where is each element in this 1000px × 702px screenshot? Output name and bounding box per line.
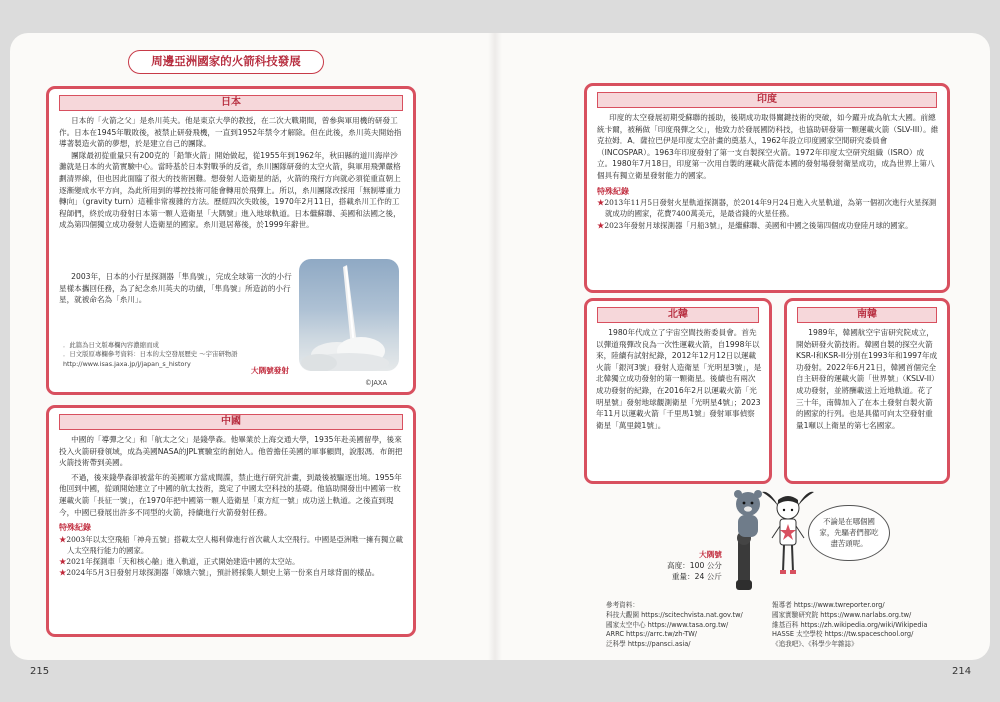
launch-smoke-image — [299, 259, 399, 371]
rocket-launch-photo — [299, 259, 399, 371]
japan-body-lower — [59, 271, 295, 306]
rocket-stats — [667, 550, 722, 582]
page-title: 周邊亞洲國家的火箭科技發展 — [128, 50, 324, 74]
star-icon: ★ — [59, 534, 67, 544]
japan-note-2: ．日文版原專欄參考資料：日本的太空發展歷史 〜宇宙研物語 — [63, 350, 238, 359]
japan-paragraph-1: 日本的「火箭之父」是糸川英夫。他是東京大學的教授，在二次大戰期間，曾參與軍用機的研發工作。日本在1945年戰敗後，被禁止研發飛機，一直到1952年禁令才解除。但在此後，糸川英夫開始指導著製造火箭的夢想，於是建立自己的團隊。 — [59, 116, 402, 149]
speech-bubble — [808, 505, 890, 561]
china-special-item: ★2024年5月3日發射月球探測器「嫦娥六號」，預計將採集人類史上第一份來自月球背面的樣品。 — [59, 568, 380, 578]
reference-item: 泛科學 https://pansci.asia/ — [606, 640, 691, 649]
japan-box — [46, 86, 416, 395]
reference-item: 報導者 https://www.twreporter.org/ — [772, 601, 885, 609]
india-special-item: ★2023年發射月球探測器「月船3號」，是繼蘇聯、美國和中國之後第四個成功登陸月球的國家。 — [597, 220, 913, 230]
south-korea-body — [796, 327, 940, 431]
japan-heading: 日本 — [59, 95, 403, 111]
china-body — [59, 434, 405, 579]
north-korea-heading: 北韓 — [597, 307, 759, 323]
china-special-item: ★2021年探測車「天和核心艙」進入軌道，正式開始建造中國的太空站。 — [59, 557, 300, 567]
photo-credit: ©JAXA — [365, 379, 387, 387]
reference-item: 國家實驗研究院 https://www.narlabs.org.tw/ — [772, 610, 912, 619]
china-paragraph-2: 不過，後來錢學森卻被當年的美國軍方當成間諜，禁止進行研究計畫，到最後被驅逐出境。1955年他回到中國，從頭開始建立了中國的航太技術，奠定了中國太空科技的基礎。他協助開發出中國第一枚運載火箭「長征一號」，在1970年把中國第一顆人造衛星「東方紅一號」成功送上軌道。之後直到現今，中國已發展出許多不同型的火箭，持續進行火箭發射任務。 — [59, 472, 402, 517]
reference-item: ARRC https://arrc.tw/zh-TW/ — [606, 630, 697, 639]
rocket-weight: 重量：24 公斤 — [671, 571, 722, 581]
south-korea-box — [784, 298, 950, 484]
north-korea-box — [584, 298, 772, 484]
reference-item: 科技大觀園 https://scitechvista.nat.gov.tw/ — [606, 610, 743, 619]
japan-paragraph-3: 2003年，日本的小行星探測器「隼鳥號」，完成全球第一次的小行星樣本攜回任務，為了紀念糸川英夫的功績，「隼鳥號」所造訪的小行星，就被命名為「糸川」。 — [59, 272, 292, 305]
star-icon: ★ — [59, 568, 67, 578]
book-gutter — [488, 33, 502, 660]
star-icon: ★ — [597, 198, 605, 208]
north-korea-body — [596, 327, 762, 431]
china-heading: 中國 — [59, 414, 403, 430]
japan-paragraph-2: 團隊最初從重量只有200克的「鉛筆火箭」開始做起，從1955年到1962年，秋田縣的道川海岸沙灘就是日本的火箭實驗中心。當時基於日本對戰爭的反省，糸川團隊研發的太空火箭，與軍用飛彈嚴格劃清界線，但也因此面臨了很大的技術困難。想發射人造衛星的話，火箭的飛行方向就必須從重直朝上逐漸變成水平方向，為此所用到的導控技術可能會轉用於飛彈上。所以，糸川團隊改採用「無制導重力轉向」（gravity turn）這種非常複雜的方法。歷經四次失敗後，1970年2月11日，搭載糸川工作的工程師們，終於成功發射日本第一顆人造衛星「大隅號」進入地球軌道。日本繼蘇聯、美國和法國之後，成為第四個獨立成功發射人造衛星的國家。糸川退居幕後，於1999年辭世。 — [59, 150, 401, 230]
reference-item: 《追我吧》、《科學少年雜誌》 — [772, 640, 858, 649]
south-korea-heading: 南韓 — [797, 307, 937, 323]
references-label: 參考資料： — [606, 601, 639, 609]
reference-item: 維基百科 https://zh.wikipedia.org/wiki/Wikipedia — [772, 620, 928, 629]
photo-caption: 大隅號發射 — [251, 366, 289, 375]
china-box — [46, 405, 416, 637]
japan-note-1: ．此篇為日文版專欄內容濃縮而成 — [63, 341, 159, 349]
rocket-name: 大隅號 — [699, 550, 722, 559]
rocket-height: 高度：100 公分 — [667, 560, 722, 570]
reference-item: 國家太空中心 https://www.tasa.org.tw/ — [606, 620, 729, 629]
references-left — [606, 601, 778, 650]
india-box — [584, 83, 950, 293]
india-special-item: ★2013年11月5日發射火星軌道探測器，於2014年9月24日進入火星軌道，為第一個初次進行火星探測就成功的國家，花費7400萬美元，是最省錢的火星任務。 — [597, 198, 937, 219]
reference-item: HASSE 太空學校 https://tw.spaceschool.org/ — [772, 630, 914, 639]
references-right — [772, 601, 958, 650]
china-special-title: 特殊紀錄 — [59, 523, 91, 533]
japan-notes — [63, 341, 283, 369]
south-korea-paragraph: 1989年，韓國航空宇宙研究院成立，開始研發火箭技術。韓國自製的探空火箭KSR-I和KSR-II分別在1993年和1997年成功發射。2022年6月21日，韓國首個完全自主研發的運載火箭「世界號」（KSLV-II）成功發射，並將酬載送上近地軌道。花了三十年，南韓加入了在本土發射自製火箭的國家的行列。也是具備可向太空發射重量1噸以上衛星的第七名國家。 — [796, 328, 939, 430]
speech-text: 不論是在哪個國家，先驅者們都吃盡苦頭呢。 — [819, 517, 879, 548]
japan-body — [59, 115, 405, 231]
north-korea-paragraph: 1980年代成立了宇宙空間技術委員會。首先以彈道飛彈改良為一次性運載火箭，自1998年以來，陸續有試射紀錄，2012年12月12日以運載火箭「銀河3號」發射人造衛星「光明星3號」，是北韓獨立成功發射的第一顆衛星。後續也有兩次成功發射的紀錄，在2016年2月以運載火箭「光明星號」發射地球觀測衛星「光明星4號」；2023年11月以運載火箭「千里馬1號」發射軍事偵察衛星「萬里鏡1號」。 — [596, 328, 762, 430]
china-special-item: ★2003年以太空飛船「神舟五號」搭載太空人楊利偉進行首次載人太空飛行。中國是亞洲唯一擁有獨立載人太空飛行能力的國家。 — [59, 534, 404, 555]
india-body — [597, 112, 939, 231]
china-paragraph-1: 中國的「導彈之父」和「航太之父」是錢學森。他畢業於上海交通大學，1935年赴美國留學，後來投入火箭研發領域，成為美國NASA的JPL實驗室的創始人。他曾擔任美國的軍事顧問，說服馮．布朗把火箭技術帶到美國。 — [59, 435, 403, 468]
page-number-right: 214 — [952, 666, 972, 677]
india-paragraph: 印度的太空發展初期受蘇聯的援助，後期成功取得關鍵技術的突破，如今躍升成為航太大國。前總統卡爾，被稱做「印度飛彈之父」，他致力於發展國防科技，也協助研發第一顆運載火箭（SLV-III）。維克拉姆．A．薩拉巴伊是印度太空計畫的奠基人，1962年設立印度國家空間研究委員會（INCOSPAR）。1963年印度發射了第一支自製探空火箭。1972年印度太空研究組織（ISRO）成立。1980年7月18日，印度第一次用自製的運載火箭從本國的發射場發射衛星成功，成為世界上第八個具有獨立衛星發射能力的國家。 — [597, 113, 939, 180]
india-special-title: 特殊紀錄 — [597, 186, 629, 196]
india-heading: 印度 — [597, 92, 937, 108]
japan-note-url: http://www.isas.jaxa.jp/j/japan_s_history — [63, 359, 191, 368]
page-number-left: 215 — [30, 666, 50, 677]
star-icon: ★ — [597, 220, 605, 230]
star-icon: ★ — [59, 557, 67, 567]
